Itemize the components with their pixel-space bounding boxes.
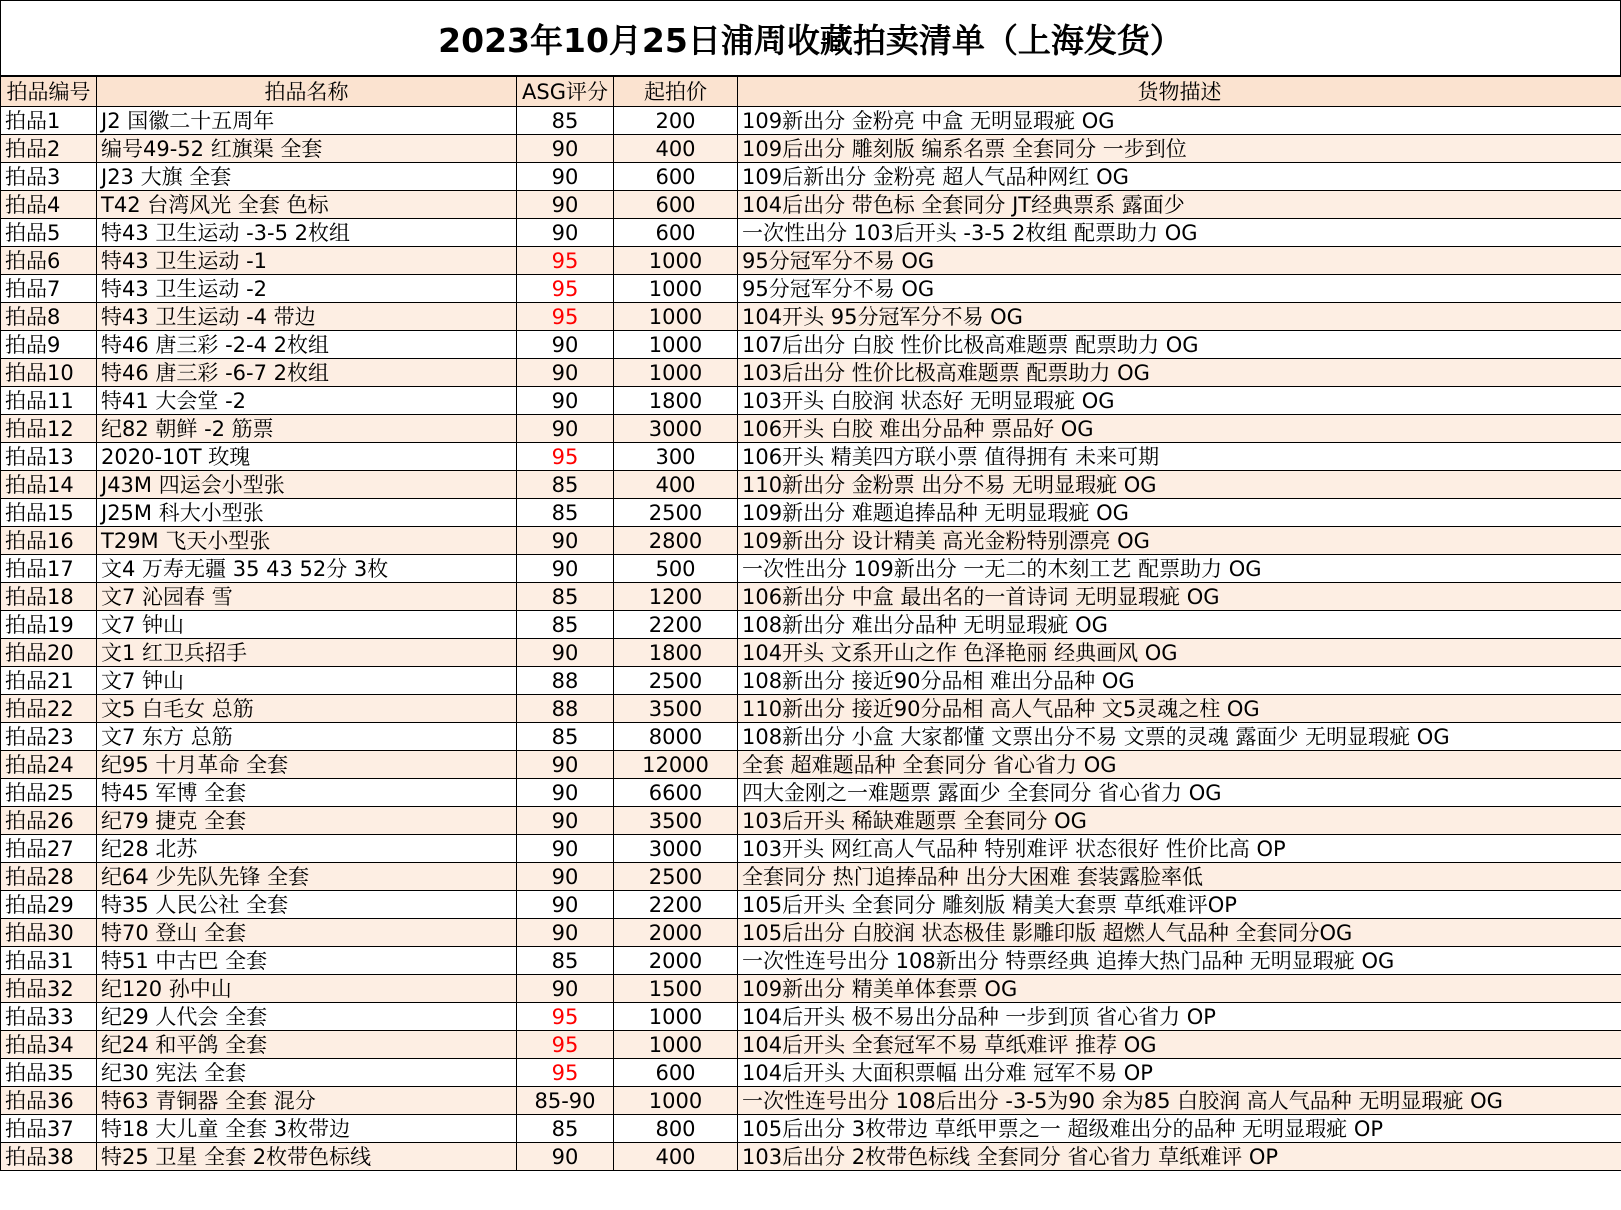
start-price-cell[interactable]: 600 [614,191,738,219]
table-row [1,779,1621,807]
asg-score-cell[interactable]: 90 [517,387,614,415]
description-cell[interactable]: 103开头 白胶润 状态好 无明显瑕疵 OG [738,387,1621,415]
lot-no-cell[interactable]: 拍品29 [1,891,97,919]
lot-name-cell[interactable]: 文7 沁园春 雪 [97,583,517,611]
lot-no-cell[interactable]: 拍品34 [1,1031,97,1059]
lot-name-cell[interactable]: 纪120 孙中山 [97,975,517,1003]
start-price-cell[interactable]: 2500 [614,863,738,891]
lot-no-cell[interactable]: 拍品22 [1,695,97,723]
asg-score-cell[interactable]: 95 [517,275,614,303]
description-cell[interactable]: 103后出分 2枚带色标线 全套同分 省心省力 草纸难评 OP [738,1143,1621,1171]
col-header-description[interactable]: 货物描述 [738,77,1621,107]
start-price-cell[interactable]: 2200 [614,611,738,639]
description-cell[interactable]: 110新出分 接近90分品相 高人气品种 文5灵魂之柱 OG [738,695,1621,723]
asg-score-cell[interactable]: 85 [517,723,614,751]
start-price-cell[interactable]: 400 [614,1143,738,1171]
lot-name-cell[interactable]: 纪28 北苏 [97,835,517,863]
start-price-cell[interactable]: 400 [614,135,738,163]
header-row [1,77,1621,107]
description-cell[interactable]: 105后出分 白胶润 状态极佳 影雕印版 超燃人气品种 全套同分OG [738,919,1621,947]
asg-score-cell[interactable]: 90 [517,863,614,891]
table-row [1,835,1621,863]
lot-name-cell[interactable]: 特43 卫生运动 -2 [97,275,517,303]
start-price-cell[interactable]: 2500 [614,499,738,527]
lot-no-cell[interactable]: 拍品11 [1,387,97,415]
asg-score-cell[interactable]: 90 [517,359,614,387]
lot-no-cell[interactable]: 拍品18 [1,583,97,611]
start-price-cell[interactable]: 1200 [614,583,738,611]
description-cell[interactable]: 109新出分 金粉亮 中盒 无明显瑕疵 OG [738,107,1621,135]
asg-score-cell[interactable]: 95 [517,303,614,331]
description-cell[interactable]: 全套同分 热门追捧品种 出分大困难 套装露脸率低 [738,863,1621,891]
table-row [1,527,1621,555]
lot-no-cell[interactable]: 拍品23 [1,723,97,751]
auction-table [0,76,1621,1171]
table-row [1,695,1621,723]
asg-score-cell[interactable]: 95 [517,1003,614,1031]
start-price-cell[interactable]: 8000 [614,723,738,751]
lot-no-cell[interactable]: 拍品13 [1,443,97,471]
table-row [1,891,1621,919]
lot-no-cell[interactable]: 拍品10 [1,359,97,387]
table-row [1,359,1621,387]
lot-name-cell[interactable]: 文4 万寿无疆 35 43 52分 3枚 [97,555,517,583]
asg-score-cell[interactable]: 90 [517,135,614,163]
lot-name-cell[interactable]: 特70 登山 全套 [97,919,517,947]
asg-score-cell[interactable]: 90 [517,807,614,835]
asg-score-cell[interactable]: 90 [517,415,614,443]
lot-name-cell[interactable]: 纪79 捷克 全套 [97,807,517,835]
start-price-cell[interactable]: 2800 [614,527,738,555]
description-cell[interactable]: 104开头 文系开山之作 色泽艳丽 经典画风 OG [738,639,1621,667]
asg-score-cell[interactable]: 90 [517,975,614,1003]
start-price-cell[interactable]: 600 [614,219,738,247]
start-price-cell[interactable]: 3000 [614,835,738,863]
asg-score-cell[interactable]: 85 [517,471,614,499]
asg-score-cell[interactable]: 90 [517,527,614,555]
start-price-cell[interactable]: 300 [614,443,738,471]
lot-name-cell[interactable]: T29M 飞天小型张 [97,527,517,555]
start-price-cell[interactable]: 12000 [614,751,738,779]
lot-name-cell[interactable]: 特43 卫生运动 -4 带边 [97,303,517,331]
table-row [1,1115,1621,1143]
table-row [1,443,1621,471]
start-price-cell[interactable]: 600 [614,163,738,191]
lot-name-cell[interactable]: 文7 钟山 [97,667,517,695]
description-cell[interactable]: 一次性出分 103后开头 -3-5 2枚组 配票助力 OG [738,219,1621,247]
start-price-cell[interactable]: 2200 [614,891,738,919]
description-cell[interactable]: 105后出分 3枚带边 草纸甲票之一 超级难出分的品种 无明显瑕疵 OP [738,1115,1621,1143]
asg-score-cell[interactable]: 95 [517,1059,614,1087]
table-row [1,975,1621,1003]
lot-no-cell[interactable]: 拍品17 [1,555,97,583]
lot-name-cell[interactable]: 纪24 和平鸽 全套 [97,1031,517,1059]
table-row [1,415,1621,443]
lot-no-cell[interactable]: 拍品15 [1,499,97,527]
lot-no-cell[interactable]: 拍品8 [1,303,97,331]
description-cell[interactable]: 一次性连号出分 108新出分 特票经典 追捧大热门品种 无明显瑕疵 OG [738,947,1621,975]
start-price-cell[interactable]: 800 [614,1115,738,1143]
asg-score-cell[interactable]: 90 [517,163,614,191]
col-header-lot-name[interactable]: 拍品名称 [97,77,517,107]
lot-name-cell[interactable]: 文5 白毛女 总筋 [97,695,517,723]
asg-score-cell[interactable]: 90 [517,779,614,807]
asg-score-cell[interactable]: 90 [517,639,614,667]
col-header-start-price[interactable]: 起拍价 [614,77,738,107]
lot-no-cell[interactable]: 拍品31 [1,947,97,975]
lot-name-cell[interactable]: 2020-10T 玫瑰 [97,443,517,471]
lot-no-cell[interactable]: 拍品36 [1,1087,97,1115]
description-cell[interactable]: 104后开头 极不易出分品种 一步到顶 省心省力 OP [738,1003,1621,1031]
lot-name-cell[interactable]: J43M 四运会小型张 [97,471,517,499]
description-cell[interactable]: 109后出分 雕刻版 编系名票 全套同分 一步到位 [738,135,1621,163]
start-price-cell[interactable]: 200 [614,107,738,135]
table-row [1,1143,1621,1171]
asg-score-cell[interactable]: 90 [517,191,614,219]
lot-no-cell[interactable]: 拍品26 [1,807,97,835]
table-row [1,807,1621,835]
lot-no-cell[interactable]: 拍品16 [1,527,97,555]
description-cell[interactable]: 一次性连号出分 108后出分 -3-5为90 余为85 白胶润 高人气品种 无明显瑕疵 OG [738,1087,1621,1115]
asg-score-cell[interactable]: 90 [517,751,614,779]
lot-name-cell[interactable]: 特46 唐三彩 -6-7 2枚组 [97,359,517,387]
lot-name-cell[interactable]: 纪64 少先队先锋 全套 [97,863,517,891]
asg-score-cell[interactable]: 90 [517,1143,614,1171]
lot-no-cell[interactable]: 拍品27 [1,835,97,863]
lot-no-cell[interactable]: 拍品3 [1,163,97,191]
description-cell[interactable]: 108新出分 接近90分品相 难出分品种 OG [738,667,1621,695]
asg-score-cell[interactable]: 95 [517,247,614,275]
start-price-cell[interactable]: 1000 [614,1003,738,1031]
lot-no-cell[interactable]: 拍品7 [1,275,97,303]
asg-score-cell[interactable]: 90 [517,835,614,863]
description-cell[interactable]: 110新出分 金粉票 出分不易 无明显瑕疵 OG [738,471,1621,499]
description-cell[interactable]: 四大金刚之一难题票 露面少 全套同分 省心省力 OG [738,779,1621,807]
asg-score-cell[interactable]: 90 [517,555,614,583]
lot-no-cell[interactable]: 拍品25 [1,779,97,807]
description-cell[interactable]: 104后出分 带色标 全套同分 JT经典票系 露面少 [738,191,1621,219]
table-row [1,191,1621,219]
asg-score-cell[interactable]: 85-90 [517,1087,614,1115]
start-price-cell[interactable]: 400 [614,471,738,499]
start-price-cell[interactable]: 1000 [614,303,738,331]
table-row [1,247,1621,275]
description-cell[interactable]: 107后出分 白胶 性价比极高难题票 配票助力 OG [738,331,1621,359]
lot-name-cell[interactable]: 特25 卫星 全套 2枚带色标线 [97,1143,517,1171]
description-cell[interactable]: 全套 超难题品种 全套同分 省心省力 OG [738,751,1621,779]
description-cell[interactable]: 103后开头 稀缺难题票 全套同分 OG [738,807,1621,835]
lot-name-cell[interactable]: 特41 大会堂 -2 [97,387,517,415]
lot-name-cell[interactable]: 特45 军博 全套 [97,779,517,807]
description-cell[interactable]: 109新出分 精美单体套票 OG [738,975,1621,1003]
lot-name-cell[interactable]: 特35 人民公社 全套 [97,891,517,919]
lot-no-cell[interactable]: 拍品38 [1,1143,97,1171]
start-price-cell[interactable]: 1800 [614,639,738,667]
lot-name-cell[interactable]: 编号49-52 红旗渠 全套 [97,135,517,163]
asg-score-cell[interactable]: 95 [517,1031,614,1059]
table-row [1,387,1621,415]
start-price-cell[interactable]: 1000 [614,331,738,359]
lot-no-cell[interactable]: 拍品5 [1,219,97,247]
lot-name-cell[interactable]: J23 大旗 全套 [97,163,517,191]
start-price-cell[interactable]: 3500 [614,695,738,723]
asg-score-cell[interactable]: 90 [517,891,614,919]
description-cell[interactable]: 95分冠军分不易 OG [738,275,1621,303]
lot-no-cell[interactable]: 拍品32 [1,975,97,1003]
asg-score-cell[interactable]: 95 [517,443,614,471]
start-price-cell[interactable]: 1500 [614,975,738,1003]
lot-no-cell[interactable]: 拍品4 [1,191,97,219]
table-row [1,639,1621,667]
asg-score-cell[interactable]: 85 [517,499,614,527]
description-cell[interactable]: 106开头 精美四方联小票 值得拥有 未来可期 [738,443,1621,471]
asg-score-cell[interactable]: 85 [517,583,614,611]
lot-name-cell[interactable]: 特63 青铜器 全套 混分 [97,1087,517,1115]
table-row [1,947,1621,975]
description-cell[interactable]: 103开头 网红高人气品种 特别难评 状态很好 性价比高 OP [738,835,1621,863]
start-price-cell[interactable]: 3000 [614,415,738,443]
description-cell[interactable]: 108新出分 难出分品种 无明显瑕疵 OG [738,611,1621,639]
start-price-cell[interactable]: 500 [614,555,738,583]
table-row [1,1087,1621,1115]
lot-name-cell[interactable]: 文7 钟山 [97,611,517,639]
table-row [1,1003,1621,1031]
description-cell[interactable]: 109后新出分 金粉亮 超人气品种网红 OG [738,163,1621,191]
lot-no-cell[interactable]: 拍品21 [1,667,97,695]
table-row [1,275,1621,303]
lot-name-cell[interactable]: 文1 红卫兵招手 [97,639,517,667]
lot-name-cell[interactable]: 特18 大儿童 全套 3枚带边 [97,1115,517,1143]
description-cell[interactable]: 一次性出分 109新出分 一无二的木刻工艺 配票助力 OG [738,555,1621,583]
asg-score-cell[interactable]: 90 [517,219,614,247]
table-row [1,667,1621,695]
table-row [1,219,1621,247]
asg-score-cell[interactable]: 85 [517,947,614,975]
col-header-lot-no[interactable]: 拍品编号 [1,77,97,107]
start-price-cell[interactable]: 2500 [614,667,738,695]
asg-score-cell[interactable]: 85 [517,107,614,135]
description-cell[interactable]: 106新出分 中盒 最出名的一首诗词 无明显瑕疵 OG [738,583,1621,611]
start-price-cell[interactable]: 1000 [614,247,738,275]
table-row [1,611,1621,639]
start-price-cell[interactable]: 1800 [614,387,738,415]
asg-score-cell[interactable]: 85 [517,611,614,639]
lot-no-cell[interactable]: 拍品37 [1,1115,97,1143]
lot-name-cell[interactable]: J25M 科大小型张 [97,499,517,527]
description-cell[interactable]: 104后开头 全套冠军不易 草纸难评 推荐 OG [738,1031,1621,1059]
start-price-cell[interactable]: 2000 [614,947,738,975]
lot-no-cell[interactable]: 拍品24 [1,751,97,779]
lot-no-cell[interactable]: 拍品35 [1,1059,97,1087]
lot-no-cell[interactable]: 拍品2 [1,135,97,163]
lot-name-cell[interactable]: 文7 东方 总筋 [97,723,517,751]
lot-name-cell[interactable]: 纪82 朝鲜 -2 筋票 [97,415,517,443]
lot-name-cell[interactable]: J2 国徽二十五周年 [97,107,517,135]
asg-score-cell[interactable]: 90 [517,919,614,947]
start-price-cell[interactable]: 1000 [614,275,738,303]
description-cell[interactable]: 105后开头 全套同分 雕刻版 精美大套票 草纸难评OP [738,891,1621,919]
start-price-cell[interactable]: 2000 [614,919,738,947]
table-row [1,499,1621,527]
lot-no-cell[interactable]: 拍品12 [1,415,97,443]
lot-no-cell[interactable]: 拍品20 [1,639,97,667]
lot-name-cell[interactable]: T42 台湾风光 全套 色标 [97,191,517,219]
table-row [1,863,1621,891]
table-row [1,471,1621,499]
start-price-cell[interactable]: 6600 [614,779,738,807]
lot-no-cell[interactable]: 拍品19 [1,611,97,639]
table-row [1,1059,1621,1087]
table-row [1,583,1621,611]
description-cell[interactable]: 106开头 白胶 难出分品种 票品好 OG [738,415,1621,443]
description-cell[interactable]: 109新出分 难题追捧品种 无明显瑕疵 OG [738,499,1621,527]
lot-no-cell[interactable]: 拍品6 [1,247,97,275]
lot-no-cell[interactable]: 拍品1 [1,107,97,135]
description-cell[interactable]: 109新出分 设计精美 高光金粉特别漂亮 OG [738,527,1621,555]
asg-score-cell[interactable]: 88 [517,667,614,695]
lot-no-cell[interactable]: 拍品9 [1,331,97,359]
lot-name-cell[interactable]: 纪30 宪法 全套 [97,1059,517,1087]
start-price-cell[interactable]: 1000 [614,1087,738,1115]
col-header-asg-score[interactable]: ASG评分 [517,77,614,107]
lot-name-cell[interactable]: 特43 卫生运动 -3-5 2枚组 [97,219,517,247]
sheet-title: 2023年10月25日浦周收藏拍卖清单（上海发货） [0,0,1621,76]
description-cell[interactable]: 104开头 95分冠军分不易 OG [738,303,1621,331]
lot-no-cell[interactable]: 拍品14 [1,471,97,499]
lot-no-cell[interactable]: 拍品28 [1,863,97,891]
table-row [1,303,1621,331]
description-cell[interactable]: 103后出分 性价比极高难题票 配票助力 OG [738,359,1621,387]
start-price-cell[interactable]: 1000 [614,1031,738,1059]
table-row [1,723,1621,751]
lot-name-cell[interactable]: 特51 中古巴 全套 [97,947,517,975]
asg-score-cell[interactable]: 90 [517,331,614,359]
table-row [1,331,1621,359]
lot-name-cell[interactable]: 特43 卫生运动 -1 [97,247,517,275]
table-row [1,751,1621,779]
lot-name-cell[interactable]: 纪95 十月革命 全套 [97,751,517,779]
lot-no-cell[interactable]: 拍品30 [1,919,97,947]
description-cell[interactable]: 95分冠军分不易 OG [738,247,1621,275]
table-body [1,107,1621,1171]
table-row [1,163,1621,191]
table-row [1,1031,1621,1059]
start-price-cell[interactable]: 1000 [614,359,738,387]
table-row [1,919,1621,947]
table-row [1,135,1621,163]
description-cell[interactable]: 104后开头 大面积票幅 出分难 冠军不易 OP [738,1059,1621,1087]
table-row [1,555,1621,583]
description-cell[interactable]: 108新出分 小盒 大家都懂 文票出分不易 文票的灵魂 露面少 无明显瑕疵 OG [738,723,1621,751]
lot-name-cell[interactable]: 特46 唐三彩 -2-4 2枚组 [97,331,517,359]
start-price-cell[interactable]: 3500 [614,807,738,835]
start-price-cell[interactable]: 600 [614,1059,738,1087]
asg-score-cell[interactable]: 88 [517,695,614,723]
table-row [1,107,1621,135]
lot-no-cell[interactable]: 拍品33 [1,1003,97,1031]
lot-name-cell[interactable]: 纪29 人代会 全套 [97,1003,517,1031]
asg-score-cell[interactable]: 85 [517,1115,614,1143]
